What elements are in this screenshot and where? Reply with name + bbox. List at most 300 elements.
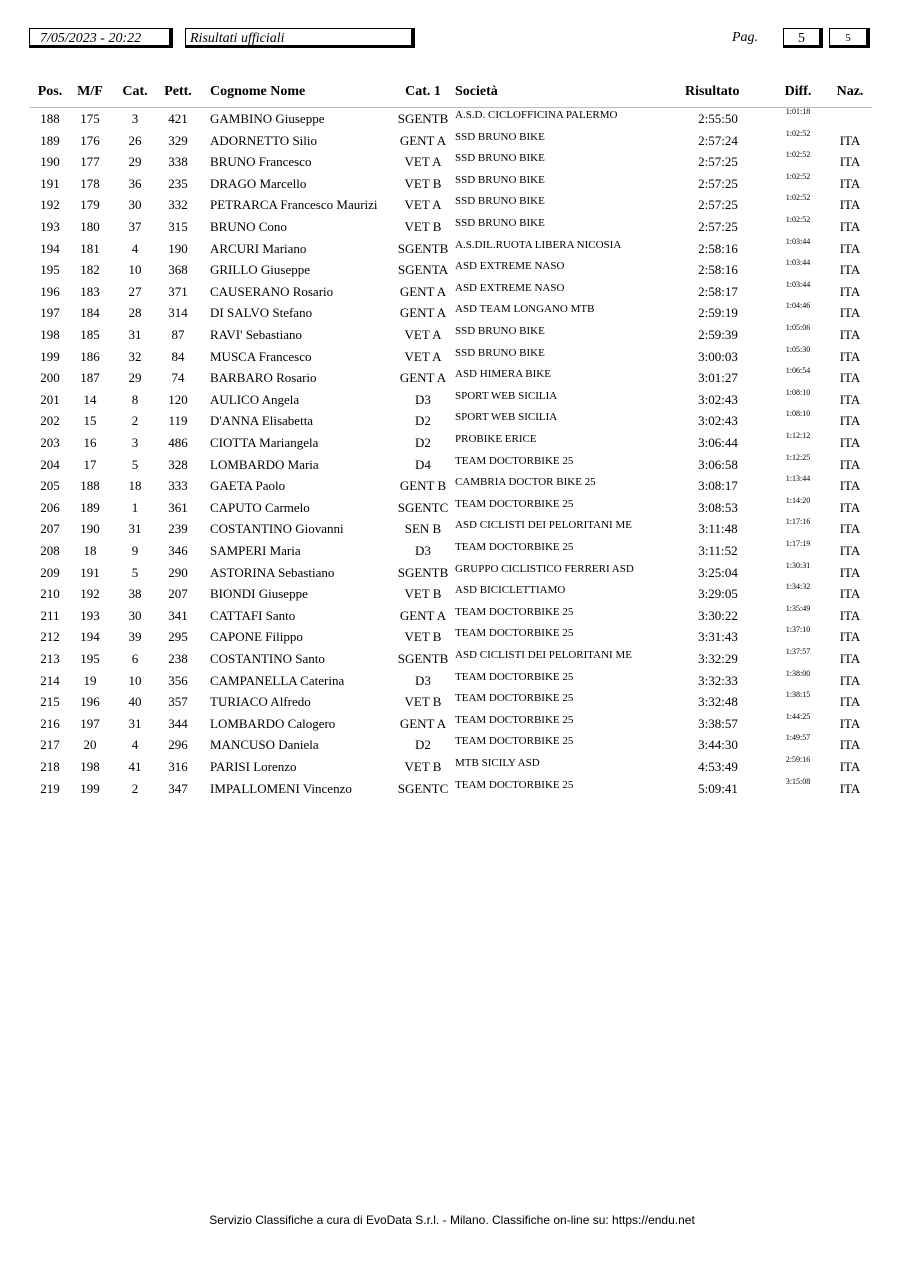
cell-risultato: 3:25:04 [698, 564, 738, 580]
cell-cat1: GENT A [399, 132, 447, 148]
cell-societa: PROBIKE ERICE [455, 433, 537, 445]
cell-mf: 193 [80, 607, 100, 623]
cell-naz: ITA [839, 435, 861, 450]
table-row [0, 690, 904, 716]
cell-pos: 191 [40, 175, 60, 191]
cell-cat1: VET A [404, 197, 442, 213]
cell-pos: 192 [40, 197, 60, 213]
cell-diff: 1:44:25 [785, 711, 811, 721]
cell-pett: 347 [168, 780, 188, 796]
table-row [0, 215, 904, 241]
cell-risultato: 2:59:39 [698, 327, 738, 342]
cell-naz: ITA [839, 219, 861, 234]
cell-diff: 1:02:52 [785, 128, 811, 138]
cell-societa: SSD BRUNO BIKE [455, 325, 545, 337]
cell-societa: MTB SICILY ASD [455, 757, 540, 769]
col-risultato: Risultato [685, 84, 740, 99]
page-number: 5 [783, 28, 823, 48]
cell-pos: 208 [40, 543, 60, 558]
cell-mf: 195 [80, 651, 100, 666]
cell-cat1: GENT B [399, 478, 447, 494]
cell-societa: SSD BRUNO BIKE [455, 217, 545, 229]
cell-diff: 1:14:20 [785, 495, 811, 505]
cell-risultato: 3:06:58 [698, 456, 738, 472]
cell-diff: 2:59:16 [785, 755, 811, 764]
cell-pett: 344 [168, 715, 188, 731]
cell-mf: 180 [80, 219, 100, 234]
cell-diff: 1:02:52 [785, 193, 811, 203]
cell-pett: 239 [168, 521, 188, 537]
cell-cat: 5 [131, 564, 139, 580]
cell-pett: 120 [168, 391, 188, 407]
cell-diff: 1:05:06 [785, 323, 811, 332]
cell-pett: 316 [168, 759, 188, 774]
cell-diff: 1:03:44 [785, 258, 811, 268]
cell-cat: 30 [128, 607, 142, 623]
cell-diff: 1:12:25 [785, 452, 811, 462]
cell-cat: 8 [131, 391, 139, 407]
cell-diff: 1:34:32 [785, 582, 811, 592]
cell-mf: 184 [80, 305, 100, 321]
cell-naz: ITA [839, 175, 861, 191]
cell-pos: 214 [40, 672, 60, 688]
cell-cat1: VET A [404, 327, 442, 342]
cell-societa: TEAM DOCTORBIKE 25 [455, 541, 574, 553]
cell-diff: 1:17:19 [785, 539, 811, 548]
cell-naz: ITA [839, 456, 861, 472]
cell-risultato: 3:08:53 [698, 499, 738, 515]
cell-pett: 338 [168, 154, 188, 170]
page-total: 5 [829, 28, 870, 48]
table-header [0, 84, 904, 104]
cell-name: CAMPANELLA Caterina [210, 672, 345, 688]
cell-societa: TEAM DOCTORBIKE 25 [455, 454, 574, 467]
cell-pos: 219 [40, 780, 60, 796]
cell-mf: 15 [83, 413, 97, 429]
cell-pos: 188 [40, 111, 60, 126]
document-title: Risultati ufficiali [185, 28, 415, 48]
cell-cat1: VET A [404, 348, 442, 364]
cell-naz: ITA [839, 478, 861, 494]
cell-pett: 207 [168, 586, 188, 602]
cell-pett: 332 [168, 197, 188, 213]
cell-mf: 189 [80, 499, 100, 515]
cell-cat: 2 [131, 413, 139, 429]
cell-mf: 188 [80, 478, 100, 494]
cell-risultato: 3:31:43 [698, 629, 738, 645]
cell-cat1: GENT A [399, 283, 447, 299]
col-mf: M/F [77, 84, 103, 99]
cell-cat: 37 [128, 219, 142, 234]
cell-cat: 9 [131, 543, 139, 558]
cell-diff: 1:49:57 [785, 733, 811, 743]
cell-pos: 216 [40, 715, 60, 731]
cell-cat: 30 [128, 197, 142, 213]
cell-name: BRUNO Cono [210, 219, 287, 234]
cell-risultato: 3:38:57 [698, 715, 738, 731]
table-row [0, 452, 904, 479]
cell-pos: 203 [40, 435, 60, 450]
cell-diff: 1:30:31 [785, 560, 811, 570]
cell-risultato: 3:44:30 [698, 737, 738, 753]
cell-societa: SSD BRUNO BIKE [455, 130, 545, 143]
cell-cat: 38 [128, 586, 142, 602]
cell-risultato: 3:01:27 [698, 370, 738, 386]
cell-cat1: GENT A [399, 715, 447, 731]
table-row [0, 711, 904, 738]
cell-risultato: 3:11:52 [698, 543, 738, 558]
col-name: Cognome Nome [210, 84, 306, 99]
cell-cat: 26 [128, 132, 142, 148]
cell-name: SAMPERI Maria [210, 543, 301, 558]
cell-pett: 341 [168, 607, 188, 623]
col-diff: Diff. [784, 84, 812, 99]
cell-naz: ITA [839, 521, 861, 537]
cell-naz: ITA [839, 759, 861, 774]
cell-mf: 175 [80, 111, 100, 126]
cell-diff: 1:35:49 [785, 603, 811, 613]
cell-pett: 486 [168, 435, 188, 450]
cell-mf: 199 [80, 780, 100, 796]
cell-diff: 1:08:10 [785, 387, 811, 397]
cell-cat: 41 [128, 759, 142, 774]
cell-diff: 1:37:57 [785, 647, 811, 656]
cell-diff: 1:06:54 [785, 366, 811, 376]
cell-risultato: 3:32:48 [698, 694, 738, 710]
cell-societa: ASD HIMERA BIKE [455, 368, 551, 381]
cell-mf: 17 [83, 456, 97, 472]
cell-diff: 3:15:08 [785, 776, 811, 786]
cell-name: CAUSERANO Rosario [210, 283, 334, 299]
cell-pett: 315 [168, 219, 188, 234]
cell-pos: 206 [40, 499, 60, 515]
col-pett: Pett. [164, 84, 192, 99]
cell-pett: 356 [168, 672, 188, 688]
cell-pett: 84 [171, 348, 185, 364]
cell-cat1: VET B [404, 694, 442, 710]
cell-diff: 1:08:10 [785, 409, 811, 419]
cell-cat: 1 [131, 499, 139, 515]
cell-naz: ITA [839, 413, 861, 429]
cell-naz: ITA [839, 262, 861, 278]
cell-naz: ITA [839, 391, 861, 407]
cell-name: PETRARCA Francesco Maurizi [210, 197, 378, 213]
cell-cat1: VET A [404, 154, 442, 170]
cell-diff: 1:03:44 [785, 236, 811, 246]
table-row [0, 344, 904, 371]
cell-name: BARBARO Rosario [210, 370, 317, 386]
cell-mf: 191 [80, 564, 100, 580]
cell-risultato: 2:55:50 [698, 111, 738, 126]
cell-diff: 1:01:18 [785, 107, 811, 116]
cell-cat1: SGENTB [397, 651, 449, 666]
cell-mf: 176 [80, 132, 100, 148]
cell-cat1: D2 [415, 435, 431, 450]
cell-pos: 201 [40, 391, 60, 407]
cell-risultato: 5:09:41 [698, 780, 738, 796]
cell-risultato: 4:53:49 [698, 759, 738, 774]
col-pos: Pos. [37, 84, 63, 99]
cell-societa: SPORT WEB SICILIA [455, 411, 558, 424]
cell-societa: A.S.DIL.RUOTA LIBERA NICOSIA [455, 238, 622, 251]
cell-risultato: 3:32:33 [698, 672, 738, 688]
cell-cat: 29 [128, 154, 142, 170]
cell-pett: 368 [168, 262, 188, 278]
cell-cat1: SGENTB [397, 111, 449, 126]
cell-name: MUSCA Francesco [210, 348, 312, 364]
cell-pos: 210 [40, 586, 60, 602]
cell-mf: 182 [80, 262, 100, 278]
cell-name: LOMBARDO Maria [210, 456, 319, 472]
cell-societa: SPORT WEB SICILIA [455, 389, 558, 402]
cell-cat: 31 [128, 715, 142, 731]
cell-pos: 218 [40, 759, 60, 774]
cell-cat1: VET B [404, 586, 442, 602]
cell-pett: 290 [168, 564, 188, 580]
cell-name: COSTANTINO Santo [210, 651, 325, 666]
cell-diff: 1:12:12 [785, 431, 811, 440]
cell-name: MANCUSO Daniela [210, 737, 319, 753]
cell-pos: 212 [40, 629, 60, 645]
cell-mf: 190 [80, 521, 100, 537]
cell-cat1: SEN B [404, 521, 442, 537]
cell-societa: TEAM DOCTORBIKE 25 [455, 713, 574, 726]
cell-name: LOMBARDO Calogero [210, 715, 336, 731]
table-row [0, 647, 904, 673]
cell-cat1: D2 [415, 737, 431, 753]
cell-societa: TEAM DOCTORBIKE 25 [455, 670, 574, 683]
cell-cat: 32 [128, 348, 142, 364]
cell-societa: CAMBRIA DOCTOR BIKE 25 [455, 476, 596, 489]
footer-note: Servizio Classifiche a cura di EvoData S.r.l. - Milano. Classifiche on-line su: https://endu.net [209, 1213, 695, 1227]
cell-diff: 1:13:44 [785, 474, 811, 484]
cell-pett: 119 [168, 413, 188, 429]
table-row [0, 301, 904, 327]
cell-cat1: SGENTC [397, 499, 449, 515]
page-label: Pag. [732, 30, 759, 45]
cell-risultato: 3:11:48 [698, 521, 738, 537]
cell-pos: 213 [40, 651, 60, 666]
cell-naz: ITA [839, 132, 861, 148]
cell-pos: 211 [40, 607, 60, 623]
cell-cat: 18 [128, 478, 142, 494]
cell-pett: 329 [168, 132, 188, 148]
cell-name: DRAGO Marcello [210, 175, 307, 191]
cell-diff: 1:02:52 [785, 171, 811, 181]
cell-societa: TEAM DOCTORBIKE 25 [455, 627, 574, 640]
cell-naz: ITA [839, 651, 861, 666]
cell-mf: 194 [80, 629, 100, 645]
cell-mf: 186 [80, 348, 100, 364]
table-row [0, 625, 904, 651]
cell-name: RAVI' Sebastiano [210, 327, 303, 342]
cell-societa: TEAM DOCTORBIKE 25 [455, 497, 574, 510]
cell-pett: 238 [168, 651, 188, 666]
cell-naz: ITA [839, 327, 861, 342]
cell-cat1: GENT A [399, 370, 447, 386]
cell-pos: 215 [40, 694, 60, 710]
cell-name: ADORNETTO Silio [210, 132, 318, 148]
cell-naz: ITA [839, 780, 861, 796]
cell-naz: ITA [839, 499, 861, 515]
col-cat1: Cat. 1 [405, 84, 441, 99]
cell-pett: 190 [168, 240, 188, 256]
cell-cat: 6 [131, 651, 139, 666]
cell-risultato: 2:57:25 [698, 154, 738, 170]
cell-naz: ITA [839, 564, 861, 580]
cell-cat1: VET B [404, 219, 442, 234]
cell-pett: 295 [168, 629, 188, 645]
cell-risultato: 3:32:29 [698, 651, 738, 666]
cell-naz: ITA [839, 694, 861, 710]
table-row [0, 258, 904, 284]
cell-pett: 74 [171, 370, 185, 386]
cell-cat1: SGENTB [397, 240, 449, 256]
cell-cat1: D3 [415, 391, 431, 407]
cell-risultato: 3:30:22 [698, 607, 738, 623]
cell-risultato: 3:00:03 [698, 348, 738, 364]
cell-name: BIONDI Giuseppe [210, 586, 308, 602]
table-row [0, 431, 904, 457]
cell-risultato: 3:02:43 [698, 413, 738, 429]
cell-cat1: GENT A [399, 607, 447, 623]
cell-pos: 204 [40, 456, 60, 472]
cell-cat1: VET B [404, 629, 442, 645]
cell-naz: ITA [839, 543, 861, 558]
cell-mf: 196 [80, 694, 100, 710]
cell-societa: A.S.D. CICLOFFICINA PALERMO [455, 109, 618, 121]
cell-cat: 40 [128, 694, 142, 710]
print-datetime: 7/05/2023 - 20:22 [29, 28, 173, 48]
cell-societa: TEAM DOCTORBIKE 25 [455, 692, 574, 705]
table-row [0, 776, 904, 803]
table-row [0, 236, 904, 263]
table-row [0, 517, 904, 543]
cell-pett: 87 [171, 327, 185, 342]
table-row [0, 279, 904, 306]
cell-cat1: SGENTC [397, 780, 449, 796]
table-row [0, 107, 904, 133]
cell-societa: ASD CICLISTI DEI PELORITANI ME [455, 649, 632, 661]
cell-name: CIOTTA Mariangela [210, 435, 319, 450]
cell-mf: 179 [80, 197, 100, 213]
cell-societa: ASD BICICLETTIAMO [455, 584, 566, 597]
cell-diff: 1:02:52 [785, 215, 811, 224]
cell-cat: 28 [128, 305, 142, 321]
cell-diff: 1:37:10 [785, 625, 811, 635]
cell-cat: 31 [128, 521, 142, 537]
cell-name: PARISI Lorenzo [210, 759, 297, 774]
table-row [0, 495, 904, 522]
table-row [0, 539, 904, 565]
cell-pos: 207 [40, 521, 60, 537]
cell-societa: ASD EXTREME NASO [455, 281, 565, 294]
cell-mf: 183 [80, 283, 100, 299]
cell-cat: 36 [128, 175, 142, 191]
cell-societa: TEAM DOCTORBIKE 25 [455, 735, 574, 748]
cell-mf: 197 [80, 715, 100, 731]
cell-name: BRUNO Francesco [210, 154, 312, 170]
cell-societa: SSD BRUNO BIKE [455, 195, 545, 208]
cell-name: IMPALLOMENI Vincenzo [210, 780, 352, 796]
cell-pett: 371 [168, 283, 188, 299]
table-row [0, 560, 904, 587]
cell-name: AULICO Angela [210, 391, 300, 407]
cell-cat1: D4 [415, 456, 431, 472]
cell-risultato: 2:57:25 [698, 219, 738, 234]
cell-societa: ASD CICLISTI DEI PELORITANI ME [455, 519, 632, 532]
cell-pett: 235 [168, 175, 188, 191]
cell-naz: ITA [839, 607, 861, 623]
cell-cat: 10 [128, 262, 142, 278]
cell-pett: 314 [168, 305, 188, 321]
cell-pett: 328 [168, 456, 188, 472]
cell-risultato: 3:06:44 [698, 435, 738, 450]
col-naz: Naz. [836, 84, 864, 99]
cell-societa: TEAM DOCTORBIKE 25 [455, 605, 574, 618]
cell-name: CAPUTO Carmelo [210, 499, 310, 515]
table-row [0, 150, 904, 176]
cell-naz: ITA [839, 370, 861, 386]
cell-pett: 333 [168, 478, 188, 494]
cell-mf: 192 [80, 586, 100, 602]
table-row [0, 323, 904, 349]
cell-pett: 421 [168, 111, 188, 126]
col-cat: Cat. [122, 84, 148, 99]
cell-cat1: D2 [415, 413, 431, 429]
cell-cat: 39 [128, 629, 142, 645]
cell-naz: ITA [839, 586, 861, 602]
cell-risultato: 3:29:05 [698, 586, 738, 602]
cell-pos: 194 [40, 240, 60, 256]
cell-cat1: GENT A [399, 305, 447, 321]
cell-diff: 1:05:30 [785, 344, 811, 354]
cell-diff: 1:04:46 [785, 301, 811, 311]
cell-mf: 198 [80, 759, 100, 774]
cell-societa: SSD BRUNO BIKE [455, 173, 545, 186]
table-row [0, 603, 904, 630]
cell-cat: 27 [128, 283, 142, 299]
cell-diff: 1:17:16 [785, 517, 811, 527]
cell-name: ARCURI Mariano [210, 240, 307, 256]
table-row [0, 733, 904, 759]
cell-diff: 1:03:44 [785, 279, 811, 289]
cell-pos: 205 [40, 478, 60, 494]
cell-name: GRILLO Giuseppe [210, 262, 311, 278]
cell-pos: 193 [40, 219, 60, 234]
cell-pos: 217 [40, 737, 60, 753]
cell-name: DI SALVO Stefano [210, 305, 313, 321]
cell-naz: ITA [839, 283, 861, 299]
cell-mf: 178 [80, 175, 100, 191]
cell-name: TURIACO Alfredo [210, 694, 311, 710]
cell-cat: 29 [128, 370, 142, 386]
table-row [0, 387, 904, 414]
cell-cat: 2 [131, 780, 139, 796]
cell-risultato: 2:58:16 [698, 240, 738, 256]
cell-cat: 31 [128, 327, 142, 342]
cell-pos: 199 [40, 348, 60, 364]
cell-pett: 346 [168, 543, 188, 558]
cell-pos: 195 [40, 262, 60, 278]
cell-naz: ITA [839, 629, 861, 645]
cell-cat: 4 [131, 240, 139, 256]
cell-naz: ITA [839, 737, 861, 753]
table-row [0, 171, 904, 198]
cell-societa: ASD TEAM LONGANO MTB [455, 303, 595, 316]
cell-risultato: 2:58:17 [698, 283, 738, 299]
cell-cat: 10 [128, 672, 142, 688]
